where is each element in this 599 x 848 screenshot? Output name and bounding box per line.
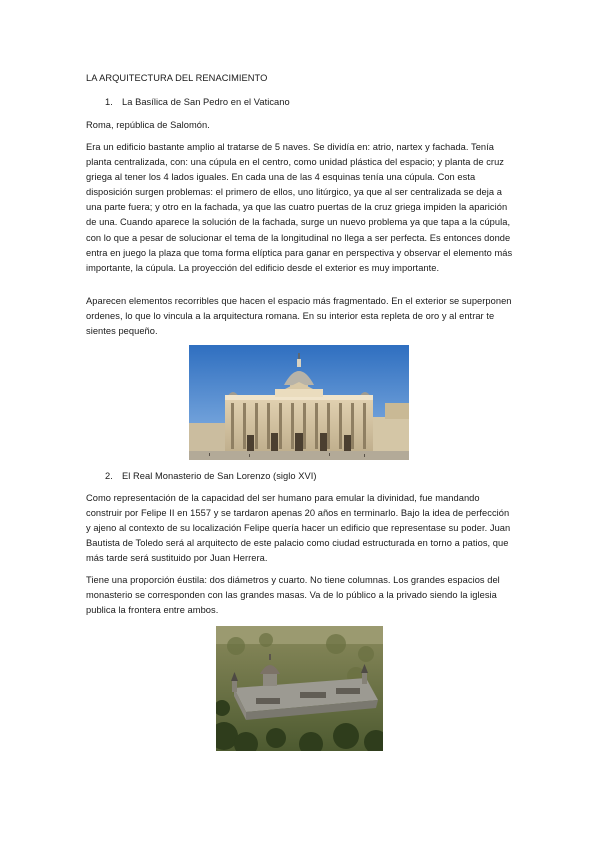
section1-paragraph1: Era un edificio bastante amplio al tratarse de 5 naves. Se dividía en: atrio, nartex y fachada. Tenía planta centralizada, con: una cúpula en el centro, como unidad plástica del espacio; y planta de cruz griega al tener los 4 lados iguales. En cada una de las 4 esquinas tenía una cúpula. Con esta disposición surgen problemas: el primero de ellos, uno litúrgico, ya que al ser centralizada se deja a una parte fuera; y otro en la fachada, ya que las cuatro puertas de la cruz griega impiden la aparición de una. Cuando aparece la solución de la fachada, surge un nuevo problema ya que tapa a la cúpula, con lo que a pesar de solucionar el tema de la longitudinal no llega a ser perfecta. Es entonces donde entra en juego la plaza que toma forma elíptica para ganar en perspectiva y observar el elemento más importante, la cúpula. La proyección del edificio desde el exterior es muy importante. [86,142,513,273]
document-title: LA ARQUITECTURA DEL RENACIMIENTO [86,73,268,83]
section1-heading-text: La Basílica de San Pedro en el Vaticano [122,97,290,107]
section2-paragraph2: Tiene una proporción éustila: dos diámetros y cuarto. No tiene columnas. Los grandes espacios del monasterio se corresponden con las grandes masas. Va de lo público a la privado siendo la iglesia publica la frontera entre ambos. [86,575,500,616]
section2-number: 2. [105,471,113,481]
section1-heading [105,95,535,110]
section1-intro: Roma, república de Salomón. [86,120,210,130]
section2-heading-text: El Real Monasterio de San Lorenzo (siglo XVI) [122,471,317,481]
basilica-photo [189,345,409,460]
section1-number: 1. [105,97,113,107]
section2-heading [105,469,535,484]
escorial-photo [216,626,383,751]
section1-paragraph2: Aparecen elementos recorribles que hacen el espacio más fragmentado. En el exterior se superponen ordenes, lo que lo vincula a la arquitectura romana. En su interior esta repleta de oro y al entrar te sientes pequeño. [86,296,512,337]
section2-paragraph1: Como representación de la capacidad del ser humano para emular la divinidad, fue mandando construir por Felipe II en 1557 y se tardaron apenas 20 años en terminarlo. Bajo la idea de perfección y ajeno al contexto de su localización Felipe quería hacer un edificio que representase su poder. Juan Bautista de Toledo será al arquitecto de este palacio como ciudad estructurada en torno a patios, que más tarde será sustituido por Juan Herrera. [86,493,511,564]
